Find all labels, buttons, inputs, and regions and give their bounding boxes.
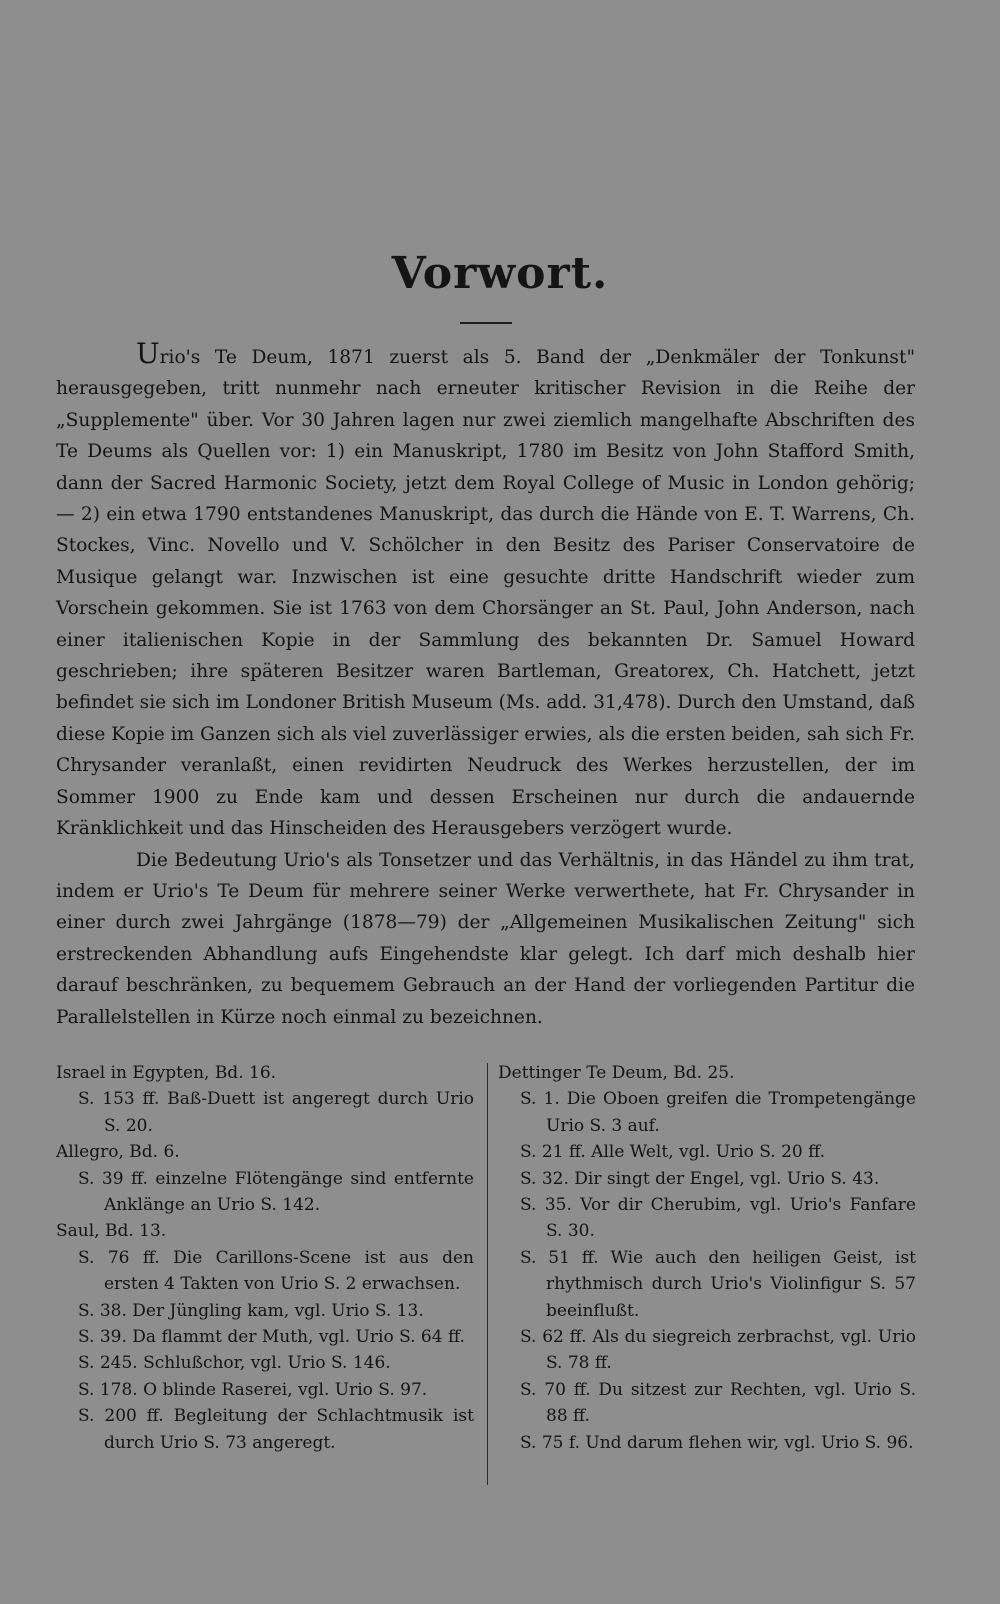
reference-item: S. 76 ff. Die Carillons-Scene ist aus den ersten 4 Takten von Urio S. 2 erwachsen.: [78, 1247, 474, 1295]
body-text: [56, 337, 915, 1033]
reference-item: S. 70 ff. Du sitzest zur Rechten, vgl. Urio S. 88 ff.: [520, 1379, 916, 1427]
reference-item: S. 35. Vor dir Cherubim, vgl. Urio's Fanfare S. 30.: [520, 1195, 916, 1242]
reference-item: S. 39 ff. einzelne Flötengänge sind entfernte Anklänge an Urio S. 142.: [78, 1168, 474, 1216]
reference-item: S. 178. O blinde Raserei, vgl. Urio S. 97.: [78, 1379, 428, 1400]
reference-item: S. 21 ff. Alle Welt, vgl. Urio S. 20 ff.: [520, 1142, 826, 1163]
reference-item: S. 32. Dir singt der Engel, vgl. Urio S. 43.: [520, 1168, 880, 1189]
reference-item: S. 75 f. Und darum flehen wir, vgl. Urio S. 96.: [520, 1432, 914, 1453]
right-column: [498, 1060, 916, 1456]
reference-item: S. 200 ff. Begleitung der Schlachtmusik ist durch Urio S. 73 angeregt.: [78, 1406, 474, 1453]
left-column: [56, 1060, 474, 1456]
reference-item: S. 245. Schlußchor, vgl. Urio S. 146.: [78, 1353, 391, 1374]
work-heading: Israel in Egypten, Bd. 16.: [56, 1063, 277, 1083]
reference-item: S. 62 ff. Als du siegreich zerbrachst, vgl. Urio S. 78 ff.: [520, 1327, 916, 1374]
title-rule: [460, 322, 512, 324]
work-heading: Dettinger Te Deum, Bd. 25.: [498, 1063, 735, 1083]
paragraph-2: [56, 845, 915, 1033]
column-divider: [487, 1063, 488, 1485]
work-heading: Allegro, Bd. 6.: [56, 1142, 180, 1163]
reference-item: S. 153 ff. Baß-Duett ist angeregt durch Urio S. 20.: [78, 1089, 474, 1136]
page-title: Vorwort.: [391, 248, 609, 299]
paragraph-1-text: rio's Te Deum, 1871 zuerst als 5. Band der „Denkmäler der Tonkunst" herausgegeben, tritt nunmehr nach erneuter kritischer Revision in die Reihe der „Supplemente" über. Vor 30 Jahren lagen nur zwei ziemlich mangelhafte Abschriften des Te Deums als Quellen vor: 1) ein Manuskript, 1780 im Besitz von John Stafford Smith, dann der Sacred Harmonic Society, jetzt dem Royal College of Music in London gehörig; — 2) ein etwa 1790 entstandenes Manuskript, das durch die Hände von E. T. Warrens, Ch. Stockes, Vinc. Novello und V. Schölcher in den Besitz des Pariser Conservatoire de Musique gelangt war. Inzwischen ist eine gesuchte dritte Handschrift wieder zum Vorschein gekommen. Sie ist 1763 von dem Chorsänger an St. Paul, John Anderson, nach einer italienischen Kopie in der Sammlung des bekannten Dr. Samuel Howard geschrieben; ihre späteren Besitzer waren Bartleman, Greatorex, Ch. Hatchett, jetzt befindet sie sich im Londoner British Museum (Ms. add. 31,478). Durch den Umstand, daß diese Kopie im Ganzen sich als viel zuverlässiger erwies, als die ersten beiden, sah sich Fr. Chrysander veranlaßt, einen revidirten Neudruck des Werkes herzustellen, der im Sommer 1900 zu Ende kam und dessen Erscheinen nur durch die andauernde Kränklichkeit und das Hinscheiden des Herausgebers verzögert wurde.: [56, 347, 915, 840]
reference-item: S. 51 ff. Wie auch den heiligen Geist, ist rhythmisch durch Urio's Violinfigur S. 57 beeinflußt.: [520, 1247, 916, 1321]
paragraph-2-text: Die Bedeutung Urio's als Tonsetzer und das Verhältnis, in das Händel zu ihm trat, indem er Urio's Te Deum für mehrere seiner Werke verwerthete, hat Fr. Chrysander in einer durch zwei Jahrgänge (1878—79) der „Allgemeinen Musikalischen Zeitung" sich erstreckenden Abhandlung aufs Eingehendste klar gelegt. Ich darf mich deshalb hier darauf beschränken, zu bequemem Gebrauch an der Hand der vorliegenden Partitur die Parallelstellen in Kürze noch einmal zu bezeichnen.: [56, 849, 915, 1028]
reference-item: S. 1. Die Oboen greifen die Trompetengänge Urio S. 3 auf.: [520, 1089, 916, 1136]
work-heading: Saul, Bd. 13.: [56, 1221, 167, 1242]
drop-cap: U: [136, 337, 160, 370]
reference-item: S. 39. Da flammt der Muth, vgl. Urio S. 64 ff.: [78, 1327, 465, 1348]
paragraph-1: [56, 337, 915, 845]
reference-item: S. 38. Der Jüngling kam, vgl. Urio S. 13.: [78, 1300, 424, 1321]
